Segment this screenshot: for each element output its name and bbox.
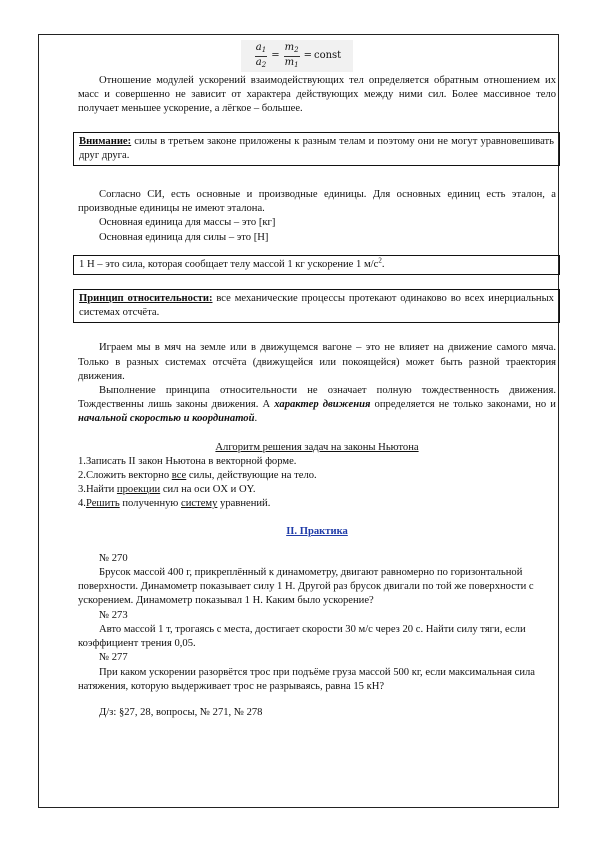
attention-text: силы в третьем законе приложены к разным телам и поэтому они не могут уравновешивать друг друга. (79, 135, 554, 161)
problem-number: № 273 (99, 609, 128, 621)
practice-heading: II. Практика (286, 525, 348, 537)
problem-text: Авто массой 1 т, трогаясь с места, достигает скорости 30 м/с через 20 с. Найти силу тяги, если коэффициент трения 0,05. (78, 623, 526, 650)
relativity-box (73, 289, 560, 323)
mass-unit-line: Основная единица для массы – это [кг] (99, 217, 276, 229)
fraction-m2-m1: $\frac{m_2}{m_1}$ (284, 41, 299, 69)
problem-text: Брусок массой 400 г, прикреплённый к динамометру, двигают равномерно по горизонтальной поверхности. Динамометр показывает силу 1 Н. Другой раз брусок двигали по той же поверхности с ускорением. Динамометр показывал 1 Н. Каким было ускорение? (78, 567, 534, 607)
mass-acceleration-formula: $\frac{a_1}{a_2}$ = $\frac{m_2}{m_1}$ = const (241, 40, 353, 72)
fraction-a1-a2: $\frac{a_1}{a_2}$ (255, 41, 267, 69)
attention-label: Внимание: (79, 135, 132, 147)
problem-text: При каком ускорении разорвётся трос при подъёме груза массой 500 кг, если максимальная сила натяжения, которую выдерживает трос не разрываясь, равна 15 кН? (78, 666, 535, 692)
relativity-text: все механические процессы протекают одинаково во всех инерциальных системах отсчёта. (79, 293, 554, 319)
algorithm-step-3: 3.Найти проекции сил на оси OX и OY. (78, 484, 256, 496)
ball-paragraph: Играем мы в мяч на земле или в движущемся вагоне – это не влияет на движение самого мяча. Только в разных системах отсчёта (движущейся или покоящейся) может быть разной траектория движения. (78, 342, 556, 382)
problem-list (78, 552, 556, 694)
algorithm-step-1: 1.Записать II закон Ньютона в векторной форме. (78, 455, 297, 467)
page-content (78, 40, 556, 720)
ratio-paragraph: Отношение модулей ускорений взаимодействующих тел определяется обратным отношением их масс и совершенно не зависит от характера действующих между ними сил. Более массивное тело получает меньшее ускорение, а лёгкое – большее. (78, 75, 556, 115)
homework-line: Д/з: §27, 28, вопросы, № 271, № 278 (99, 706, 263, 718)
newton-definition-box: 1 Н – это сила, которая сообщает телу массой 1 кг ускорение 1 $м/с^2$. (73, 255, 560, 275)
force-unit-line: Основная единица для силы – это [Н] (99, 231, 269, 243)
relativity-label: Принцип относительности: (79, 293, 213, 305)
problem-number: № 270 (99, 552, 128, 564)
algorithm-step-2: 2.Сложить векторно все силы, действующие на тело. (78, 470, 317, 482)
attention-box (73, 132, 560, 166)
algorithm-title: Алгоритм решения задач на законы Ньютона (215, 441, 419, 453)
algorithm-step-4: 4.Решить полученную систему уравнений. (78, 498, 271, 510)
problem-number: № 277 (99, 652, 128, 664)
si-intro: Согласно СИ, есть основные и производные единицы. Для основных единиц есть эталон, а производные единицы не имеют эталона. (78, 189, 556, 215)
principle-paragraph: Выполнение принципа относительности не означает полную тождественность движения. Тождественны лишь законы движения. А характер движения определяется не только законами, но и начальной скоростью и координатой. (78, 385, 556, 425)
